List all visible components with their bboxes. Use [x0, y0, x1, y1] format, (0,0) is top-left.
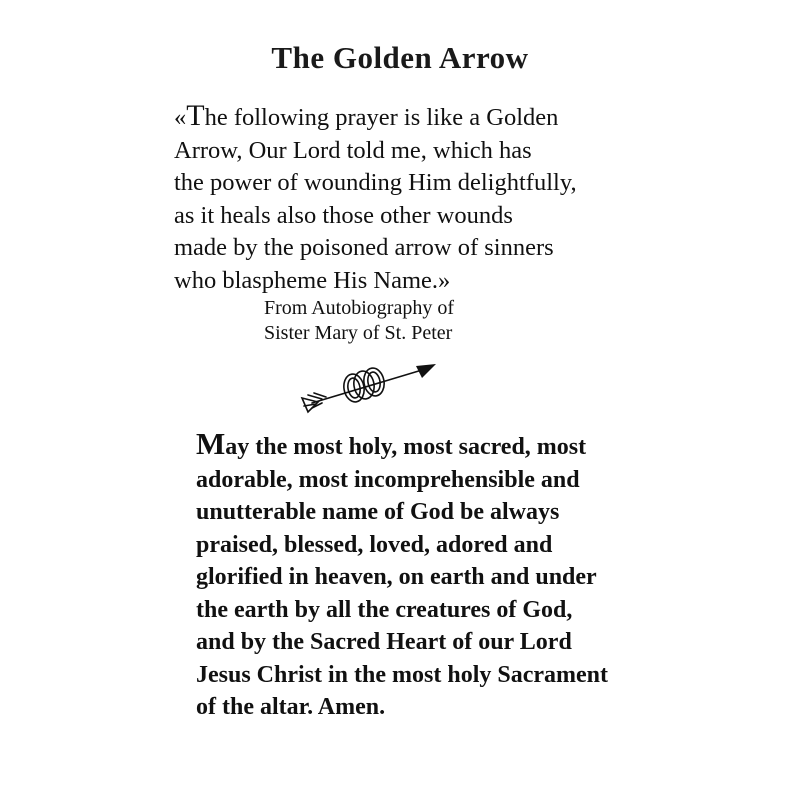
attribution — [264, 296, 584, 346]
quote-block — [174, 100, 644, 297]
prayer-line: Jesus Christ in the most holy Sacrament — [196, 661, 608, 688]
golden-arrow-icon — [294, 358, 444, 418]
quote-line: the power of wounding Him delightfully, — [174, 169, 577, 196]
quote-line: Arrow, Our Lord told me, which has — [174, 136, 532, 164]
quote-line-text: he following prayer is like a Golden — [204, 104, 559, 131]
prayer-line: praised, blessed, loved, adored and — [196, 531, 553, 558]
quote-line: who blaspheme His Name.» — [174, 266, 451, 294]
prayer-line — [196, 428, 636, 464]
prayer-line: of the altar. Amen. — [196, 694, 386, 720]
quote-initial: T — [186, 99, 205, 132]
quote-open-mark: « — [174, 104, 187, 131]
prayer-line: and by the Sacred Heart of our Lord — [196, 629, 572, 655]
prayer-line: adorable, most incomprehensible and — [196, 466, 580, 493]
prayer-text — [196, 428, 636, 724]
prayer-line: the earth by all the creatures of God, — [196, 596, 573, 623]
card-title: The Golden Arrow — [271, 40, 529, 75]
quote-line: as it heals also those other wounds — [174, 201, 513, 229]
attribution-line: Sister Mary of St. Peter — [264, 322, 453, 344]
prayer-line: glorified in heaven, on earth and under — [196, 564, 597, 590]
quote-line — [174, 100, 644, 135]
quote-line: made by the poisoned arrow of sinners — [174, 234, 554, 261]
prayer-line: unutterable name of God be always — [196, 499, 560, 525]
prayer-initial: M — [196, 426, 226, 461]
attribution-line: From Autobiography of — [264, 297, 454, 319]
prayer-line-text: ay the most holy, most sacred, most — [225, 434, 587, 460]
